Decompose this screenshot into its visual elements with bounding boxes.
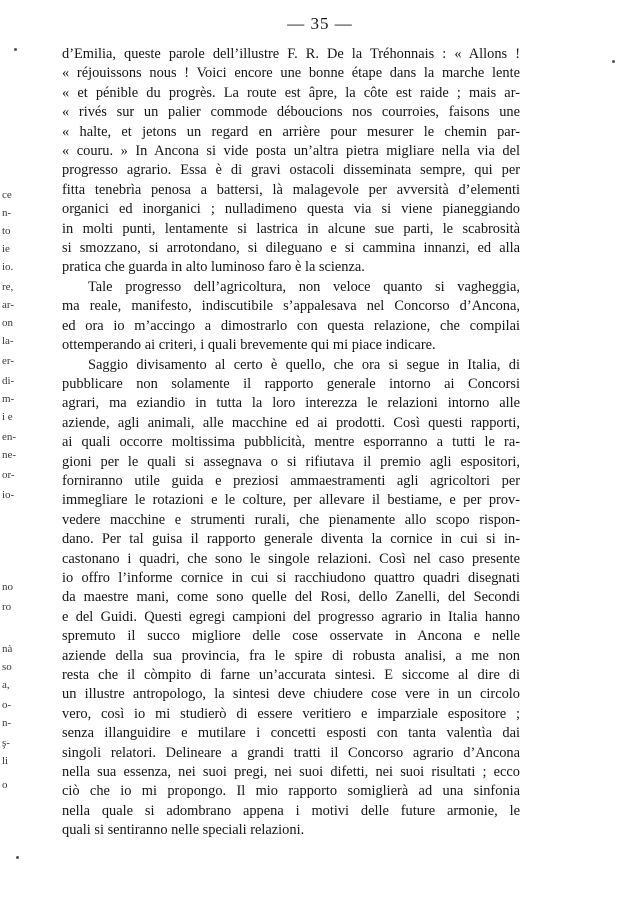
text-line: vedere macchine e strumenti rurali, che pienamente allo scopo rispon- [62, 511, 520, 528]
text-line: spremuto il succo migliore delle cose osservate in Ancona e nelle [62, 628, 520, 645]
text-line: resta che il còmpito di farne un’accurata sintesi. E siccome al dire di [62, 667, 520, 683]
text-line: d’Emilia, queste parole dell’illustre F. R. De la Tréhonnais : « Allons ! [62, 46, 520, 62]
text-line: ed ora io m’accingo a dimostrarlo con questa relazione, che compilai [62, 317, 520, 334]
margin-fragment: li [2, 755, 9, 767]
margin-fragment: en- [2, 431, 17, 443]
margin-fragment: n- [2, 207, 12, 219]
margin-fragment: or- [2, 469, 15, 481]
text-line: e del Guidi. Questi egregi campioni del progresso agrario in Italia hanno [62, 608, 520, 625]
ink-speck [612, 60, 615, 63]
text-line: aziende, agli animali, alle macchine ed ai prodotti. Così questi rapporti, [62, 414, 520, 431]
text-line: immegliare le rotazioni e le colture, per allevare il bestiame, e per prov- [62, 492, 520, 509]
margin-fragment: di- [2, 375, 15, 387]
margin-fragment: a, [2, 679, 10, 691]
text-line: gioni per le quali si assegnava o si rifiutava il premio agli espositori, [62, 453, 520, 470]
text-line: senza illanguidire e mutilare i concetti esposti con tanta valentìa dai [62, 725, 520, 742]
text-line: ottemperando ai criteri, i quali brevemente qui mi piace indicare. [62, 337, 436, 354]
margin-fragment: la- [2, 335, 14, 347]
text-line: organici ed inorganici ; nulladimeno questa via si viene pianeggiando [62, 201, 520, 218]
page-number: — 35 — [287, 14, 353, 33]
margin-fragment: on [2, 317, 13, 329]
margin-bleed-text [0, 0, 26, 900]
text-line: singoli relatori. Delineare a grandi tratti il Concorso agrario d’Ancona [62, 744, 520, 761]
margin-fragment: to [2, 225, 11, 237]
margin-fragment: so [2, 661, 12, 673]
margin-fragment: o [2, 779, 8, 791]
margin-fragment: no [2, 581, 13, 593]
text-line: ma reale, manifesto, indiscutibile s’appalesava nel Concorso d’Ancona, [62, 298, 520, 315]
paragraph [62, 278, 520, 356]
text-line: forniranno utile guida e preziosi ammaestramenti agli agricoltori per [62, 472, 520, 489]
text-line: progresso agrario. Essa è di gravi ostacoli disseminata sempre, qui per [62, 162, 520, 179]
text-line: da maestre mani, come sono quelle del Rosi, dello Zanelli, del Secondi [62, 589, 520, 606]
text-line: in molti punti, lentamente si lastrica in alcune sue parti, le scabrosità [62, 220, 520, 237]
text-line: nella sua essenza, nei suoi pregi, nei suoi difetti, nei suoi risultati ; ecco [62, 764, 520, 781]
text-line: « halte, et jetons un regard en arrière pour mesurer le chemin par- [62, 123, 520, 140]
margin-fragment: io- [2, 489, 15, 501]
text-line: Saggio divisamento al certo è quello, che ora si segue in Italia, di [88, 356, 520, 373]
text-line: dano. Per tal guisa il rapporto generale diventa la cornice in cui si in- [62, 531, 520, 548]
text-line: agrari, ma eziandio in tutta la loro interezza le relazioni intorno alle [62, 395, 520, 412]
paragraph [62, 45, 520, 278]
margin-fragment: i e [2, 411, 13, 423]
text-line: castonano i quadri, che sono le singole relazioni. Così nel caso presente [62, 550, 520, 567]
margin-fragment: ar- [2, 299, 14, 311]
text-line: fitta tenebrìa penosa a battersi, là malagevole per avversità d’elementi [62, 181, 520, 198]
ink-speck [14, 48, 17, 51]
margin-fragment: ie [2, 243, 10, 255]
ink-speck [16, 856, 19, 859]
text-line: « rivés sur un palier commode déboucions nos courroies, faisons une [62, 104, 520, 121]
margin-fragment: ne- [2, 449, 17, 461]
margin-fragment: io. [2, 261, 14, 273]
paragraph [62, 356, 520, 841]
margin-fragment: re, [2, 281, 14, 293]
text-line: Tale progresso dell’agricoltura, non veloce quanto si vagheggia, [88, 278, 520, 295]
margin-fragment: nà [2, 643, 13, 655]
margin-fragment: m- [2, 393, 15, 405]
text-line: ciò che io mi propongo. Il mio rapporto somiglierà ad una sinfonia [62, 783, 520, 800]
text-line: pratica che guarda in alto luminoso faro è la scienza. [62, 259, 365, 276]
margin-fragment: n- [2, 717, 12, 729]
text-line: io offro l’informe cornice in cui si racchiudono quattro quadri disegnati [62, 569, 520, 586]
margin-fragment: ş- [2, 737, 10, 749]
text-line: aziende della sua provincia, fra le spire di robusta analisi, a me non [62, 647, 520, 664]
text-line: nella quale si adombrano appena i motivi delle future armonie, le [62, 802, 520, 819]
text-line: « réjouissons nous ! Voici encore une bonne étape dans la marche lente [62, 65, 520, 82]
text-line: vero, così io mi studierò di essere veritiero e imparziale espositore ; [62, 705, 520, 722]
text-line: si smozzano, si arrotondano, si dileguano e si cammina innanzi, ed alla [62, 240, 520, 257]
text-line: un illustre antropologo, la sintesi deve chiudere cose vere in un circolo [62, 686, 520, 703]
text-line: ai quali occorre moltissima pubblicità, mentre esporranno a tutti le ra- [62, 434, 520, 451]
text-line: « et pénible du progrès. La route est âpre, la côte est raide ; mais ar- [62, 84, 520, 101]
margin-fragment: ro [2, 601, 12, 613]
text-line: pubblicare non solamente il rapporto generale intorno ai Concorsi [62, 375, 520, 392]
margin-fragment: ce [2, 189, 12, 201]
text-line: « couru. » In Ancona si vide posta un’altra pietra migliare nella via del [62, 143, 520, 160]
margin-fragment: er- [2, 355, 14, 367]
body-text [62, 45, 520, 841]
text-line: quali si sentiranno nelle speciali relazioni. [62, 822, 305, 839]
margin-fragment: o- [2, 699, 12, 711]
